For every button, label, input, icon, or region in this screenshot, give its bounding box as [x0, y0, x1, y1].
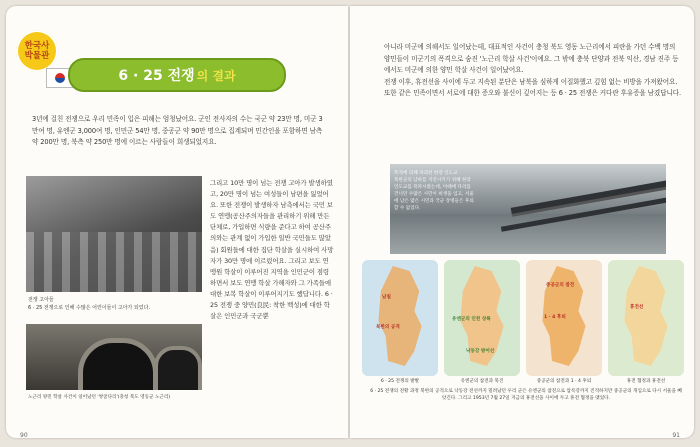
- body-paragraph-3a: 아니라 미군에 의해서도 일어났는데, 대표적인 사건이 충청 북도 영동 노근리에서 피란을 가던 수백 명의 양민들이 미군기의 폭격으로 숨진 '노근리 학살 사건'이에요. 그 밖에 충북 단양과 전북 익산, 경남 진주 등에서도 미군에 의한 양민 학살 사건이 일어났어요.: [384, 43, 679, 75]
- map-tag: 1 · 4 후퇴: [544, 315, 566, 320]
- maps-caption: 6 · 25 전쟁의 전황 과정 북한의 공격으로 낙동강 전선까지 밀려났던 우리 군은 유엔군의 참전으로 압록강까지 진격하지만 중공군의 개입으로 다시 서울을 빼앗긴다. 그리고 1953년 7월 27일 지금의 휴전선을 사이에 두고 휴전 협정을 맺었다.: [370, 389, 682, 401]
- map-caption: 유엔군의 참전과 북진: [460, 379, 504, 384]
- map-tag: 낙동강 방어선: [466, 349, 495, 354]
- map-caption: 중공군의 참전과 1 · 4 후퇴: [536, 379, 592, 384]
- photo-caption-bridge: 노근리 양민 학살 사건이 일어났던 '쌍굴다리'(충청 북도 영동군 노근리): [28, 395, 171, 400]
- left-page: [6, 6, 348, 438]
- nogeunri-bridge-photo: [26, 324, 202, 390]
- museum-badge: 한국사 박물관: [16, 30, 58, 72]
- photo-caption-han-bridge: 폭격에 의해 파괴된 한강 인도교 북한군의 남하를 지연시키기 위해 한강 인도교를 폭파시켰는데, 이때에 다리를 건너던 수많은 시민이 희생을 입고, 서울에 남은 많은 시민과 국군 장병들은 후퇴할 수 없었다.: [394, 171, 474, 211]
- war-progress-maps: [362, 260, 686, 384]
- map-outbreak: [362, 260, 438, 376]
- title-sub: 의 결과: [196, 68, 236, 83]
- page-number-left: 90: [20, 432, 28, 438]
- map-un-advance: [444, 260, 520, 376]
- map-armistice: [608, 260, 684, 376]
- right-page: [350, 6, 694, 438]
- map-tag: 유엔군의 인천 상륙: [452, 317, 491, 322]
- body-paragraph-3: [384, 42, 682, 100]
- war-orphans-photo: [26, 176, 202, 292]
- body-paragraph-3b: 전쟁 이후, 휴전선을 사이에 두고 지속된 분단은 남북을 심하게 이질화했고 깊힘 없는 비방을 가져왔어요. 또한 같은 민족이면서 서로에 대한 증오와 불신이 깊어지는 등 6 · 25 전쟁은 커다란 후유증을 남겼답니다.: [384, 77, 681, 98]
- title-main: 6 · 25 전쟁: [118, 68, 195, 84]
- map-tag: 남침: [382, 295, 391, 300]
- body-paragraph-2: 그리고 10만 명이 넘는 전쟁 고아가 발생하였고, 20만 명이 넘는 여성들이 남편을 잃었어요. 또한 전쟁이 발생하자 남측에서는 국민 보도 연맹(공산주의자들을 관리하기 위해 만든 단체로, 가입하면 식량을 준다고 하여 공산주의와는 관계 없이 가입한 일반 국민들도 많았음) 회원들에 대한 집단 학살을 실시하여 사망자가 30만 명에 이르렀어요. 그리고 보도 연맹원 학살이 이루어진 지역을 인민군이 점령하면서 보도 연맹 학살 가해자와 그 가족들에 대한 보복 학살이 이루어지기도 했답니다. 6 · 25 전쟁 중 양민(良民: 착한 백성)에 대한 학살은 인민군과 국군뿐: [210, 179, 334, 321]
- photo-caption-orphans: 전쟁 고아들 6 · 25 전쟁으로 인해 수많은 어린이들이 고아가 되었다.: [28, 297, 151, 311]
- map-tag: 휴전선: [630, 305, 644, 310]
- map-caption: 6 · 25 전쟁의 발발: [380, 379, 420, 384]
- map-caption: 휴전 협정과 휴전선: [626, 379, 666, 384]
- map-tag: 중공군의 참전: [546, 283, 575, 288]
- page-number-right: 91: [672, 432, 680, 438]
- chapter-title: [68, 58, 286, 92]
- body-paragraph-1: 3년에 걸친 전쟁으로 우리 민족이 입은 피해는 엄청났어요. 군인 전사자의 수는 국군 약 23만 명, 미군 3만여 명, 유엔군 3,000여 명, 인민군 54만 명, 중공군 약 90만 명으로 집계되며 민간인을 포함하면 남측 약 200만 명, 북측 약 250만 명에 이르는 사람들이 희생되었지요.: [32, 115, 323, 147]
- map-china-entry: [526, 260, 602, 376]
- map-tag: 북한의 공격: [376, 325, 400, 330]
